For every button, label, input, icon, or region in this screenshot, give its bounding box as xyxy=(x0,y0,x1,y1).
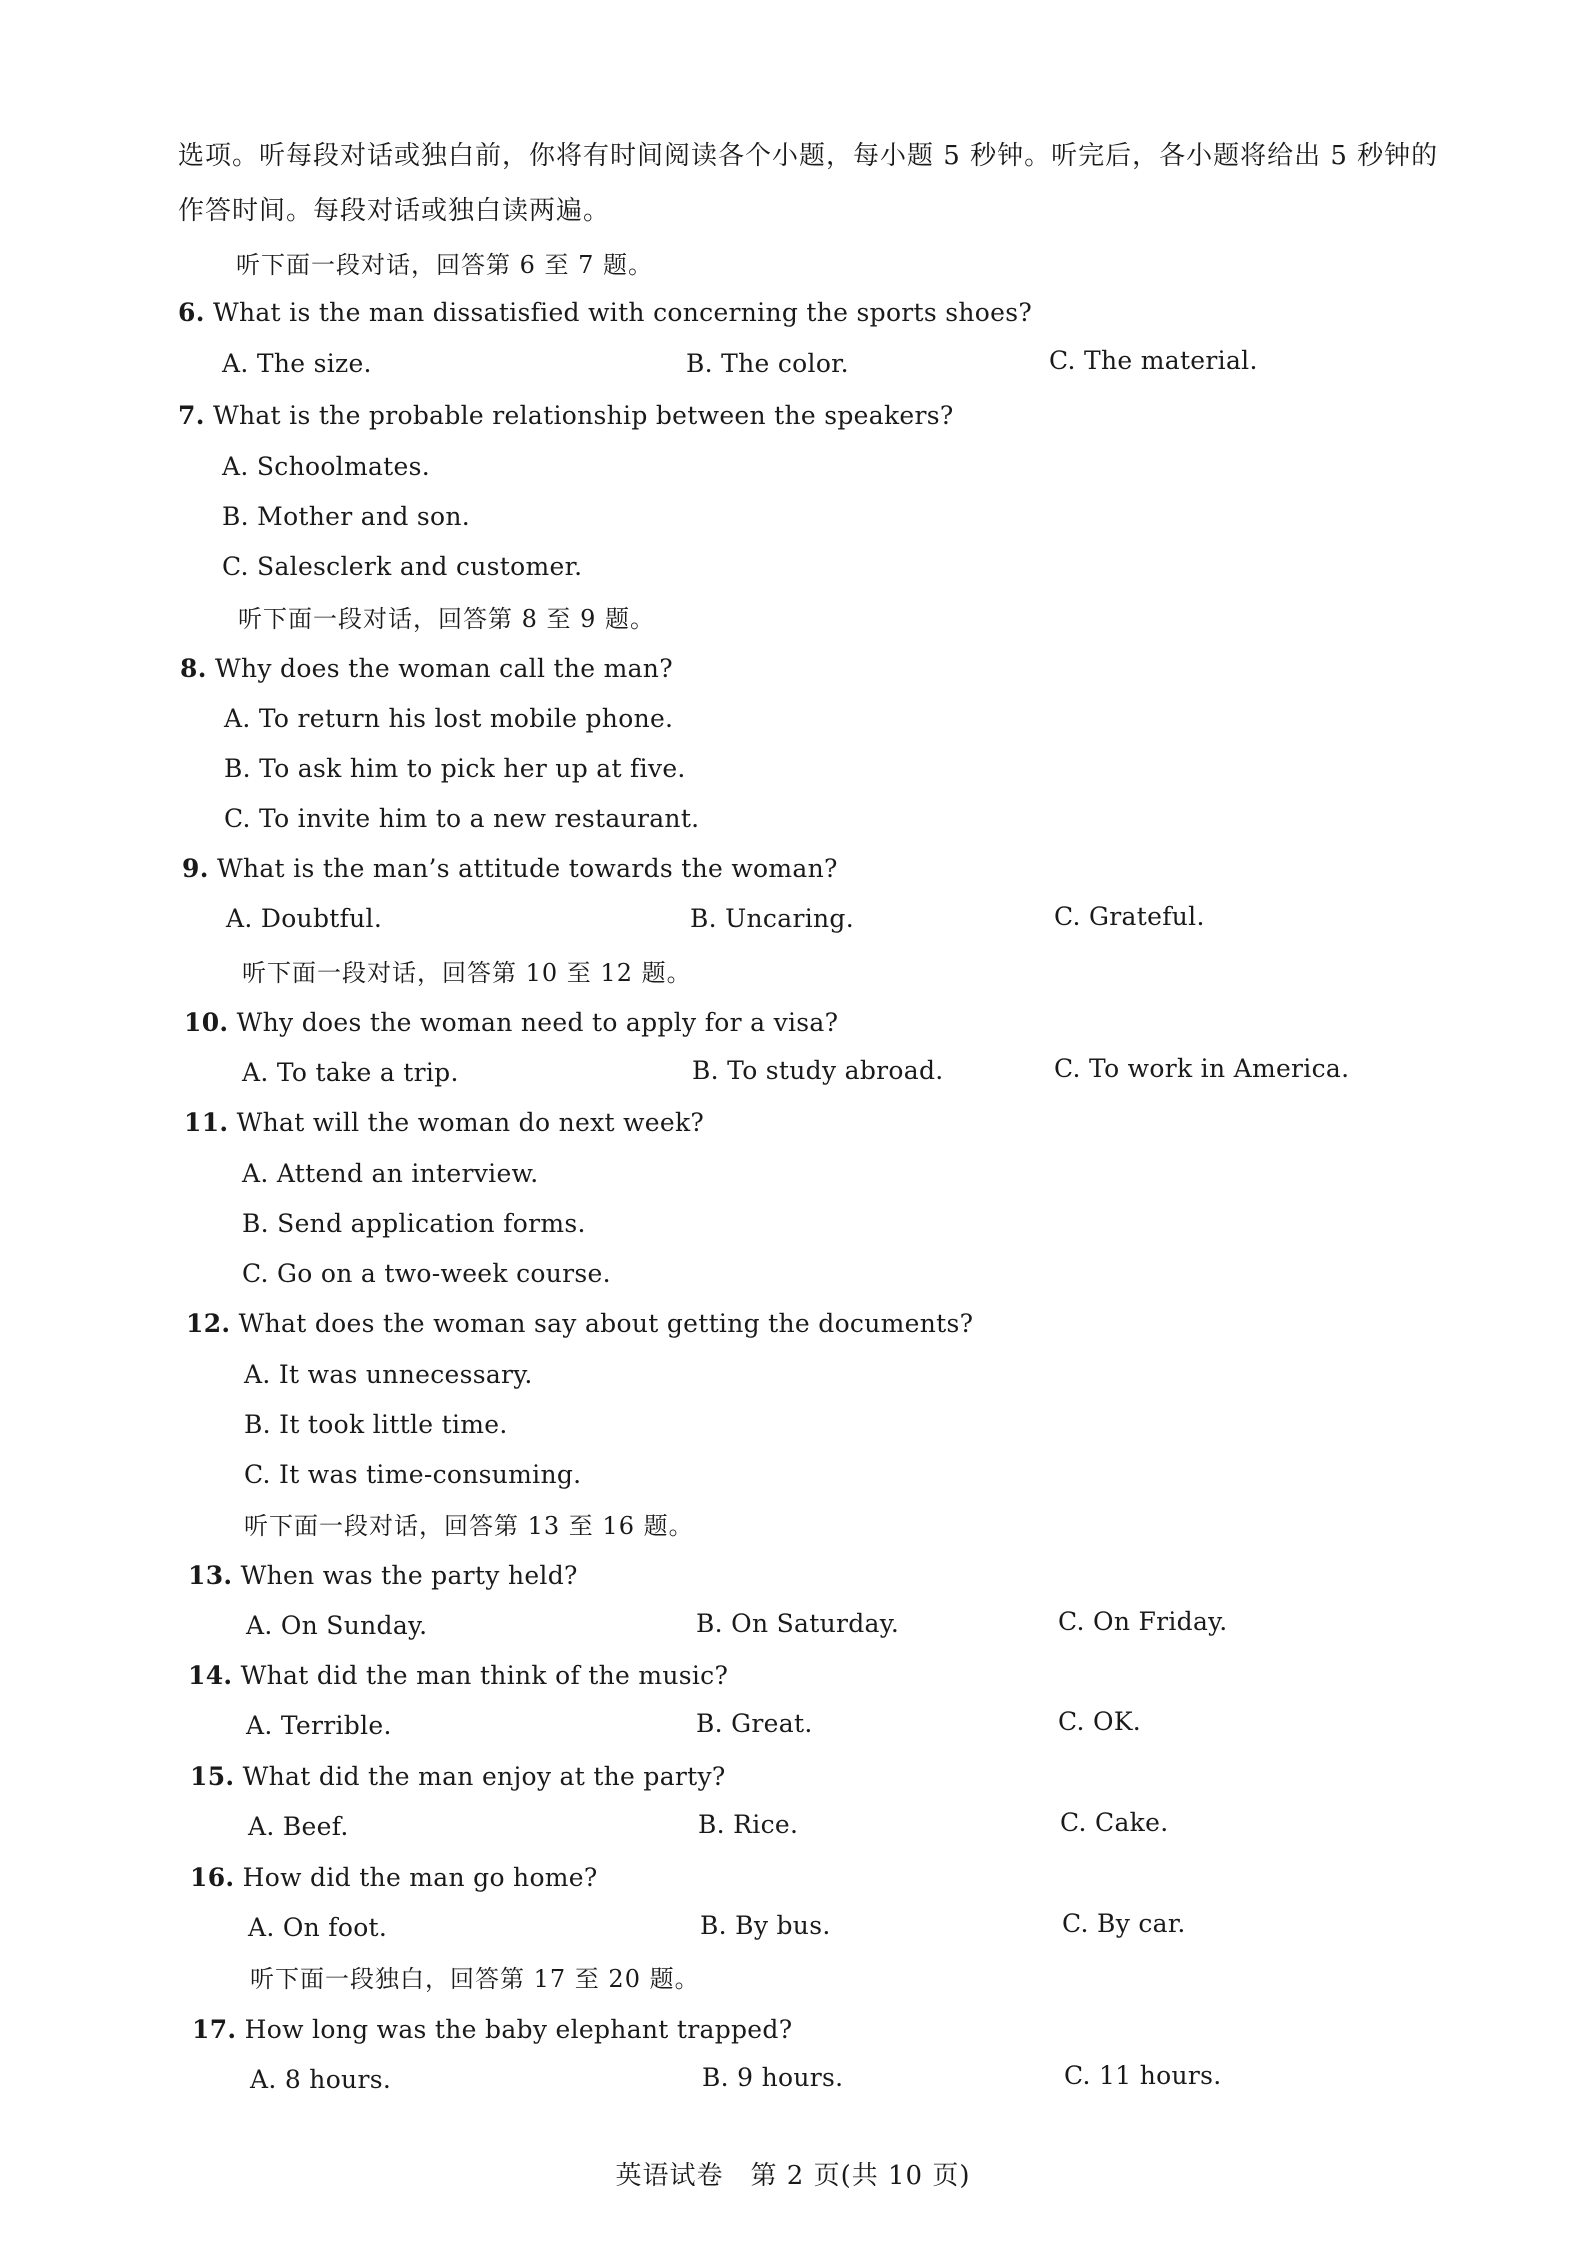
question-10 xyxy=(184,1007,838,1039)
option-a: A. Terrible. xyxy=(246,1711,392,1740)
section-instruction: 听下面一段对话，回答第 10 至 12 题。 xyxy=(242,959,692,987)
option-b: B. Rice. xyxy=(698,1810,799,1839)
question-number: 17. xyxy=(192,2015,237,2044)
option-c: C. To work in America. xyxy=(1054,1054,1350,1083)
option-c: C. Go on a two-week course. xyxy=(242,1259,611,1288)
intro-line-1: 选项。听每段对话或独白前，你将有时间阅读各个小题，每小题 5 秒钟。听完后，各小题将给出 5 秒钟的 xyxy=(178,141,1439,171)
question-number: 13. xyxy=(188,1561,233,1590)
option-c: C. Grateful. xyxy=(1054,902,1205,931)
question-number: 10. xyxy=(184,1008,229,1037)
question-number: 8. xyxy=(180,654,207,683)
question-text: What is the man dissatisfied with concerning the sports shoes? xyxy=(212,298,1033,327)
option-c: C. On Friday. xyxy=(1058,1607,1228,1636)
question-number: 12. xyxy=(186,1309,231,1338)
question-8 xyxy=(180,653,673,685)
option-c: C. The material. xyxy=(1049,346,1258,375)
option-c: C. To invite him to a new restaurant. xyxy=(224,804,700,833)
option-a: A. 8 hours. xyxy=(250,2065,392,2094)
question-text: What will the woman do next week? xyxy=(236,1108,705,1137)
option-a: A. The size. xyxy=(222,349,372,378)
section-instruction: 听下面一段对话，回答第 6 至 7 题。 xyxy=(236,251,654,279)
question-text: What did the man think of the music? xyxy=(240,1661,729,1690)
question-17 xyxy=(192,2014,792,2046)
question-16 xyxy=(190,1862,598,1894)
option-b: B. Send application forms. xyxy=(242,1209,586,1238)
option-a: A. Attend an interview. xyxy=(242,1159,539,1188)
section-instruction: 听下面一段对话，回答第 13 至 16 题。 xyxy=(244,1512,694,1540)
question-11 xyxy=(184,1107,704,1139)
option-b: B. To ask him to pick her up at five. xyxy=(224,754,686,783)
question-number: 16. xyxy=(190,1863,235,1892)
question-text: How long was the baby elephant trapped? xyxy=(244,2015,793,2044)
intro-line-2: 作答时间。每段对话或独白读两遍。 xyxy=(178,196,611,226)
section-instruction: 听下面一段对话，回答第 8 至 9 题。 xyxy=(238,605,656,633)
question-14 xyxy=(188,1660,728,1692)
question-text: What did the man enjoy at the party? xyxy=(242,1762,726,1791)
question-number: 11. xyxy=(184,1108,229,1137)
question-7 xyxy=(178,400,954,432)
option-a: A. To take a trip. xyxy=(242,1058,459,1087)
question-text: Why does the woman call the man? xyxy=(214,654,673,683)
question-text: What is the man’s attitude towards the woman? xyxy=(216,854,838,883)
option-a: A. Beef. xyxy=(248,1812,349,1841)
option-a: A. Doubtful. xyxy=(226,904,383,933)
option-a: A. It was unnecessary. xyxy=(244,1360,533,1389)
question-12 xyxy=(186,1308,973,1340)
question-number: 7. xyxy=(178,401,205,430)
question-text: What is the probable relationship between the speakers? xyxy=(212,401,954,430)
option-c: C. By car. xyxy=(1062,1909,1186,1938)
page-footer: 英语试卷 第 2 页(共 10 页) xyxy=(615,2161,971,2191)
option-b: B. By bus. xyxy=(700,1911,831,1940)
question-text: Why does the woman need to apply for a visa? xyxy=(236,1008,839,1037)
question-text: How did the man go home? xyxy=(242,1863,598,1892)
option-b: B. It took little time. xyxy=(244,1410,508,1439)
question-6 xyxy=(178,297,1032,329)
option-a: A. To return his lost mobile phone. xyxy=(224,704,674,733)
option-b: B. To study abroad. xyxy=(692,1056,944,1085)
option-c: C. Salesclerk and customer. xyxy=(222,552,583,581)
question-number: 9. xyxy=(182,854,209,883)
option-c: C. It was time-consuming. xyxy=(244,1460,582,1489)
question-text: What does the woman say about getting the documents? xyxy=(238,1309,974,1338)
option-b: B. On Saturday. xyxy=(696,1609,900,1638)
option-b: B. 9 hours. xyxy=(702,2063,844,2092)
option-a: A. Schoolmates. xyxy=(222,452,431,481)
question-text: When was the party held? xyxy=(240,1561,578,1590)
question-9 xyxy=(182,853,838,885)
question-13 xyxy=(188,1560,578,1592)
question-number: 6. xyxy=(178,298,205,327)
option-c: C. 11 hours. xyxy=(1064,2061,1222,2090)
option-b: B. Uncaring. xyxy=(690,904,854,933)
option-a: A. On foot. xyxy=(248,1913,388,1942)
section-instruction: 听下面一段独白，回答第 17 至 20 题。 xyxy=(250,1965,700,1993)
option-b: B. The color. xyxy=(686,349,849,378)
option-b: B. Mother and son. xyxy=(222,502,471,531)
option-c: C. Cake. xyxy=(1060,1808,1169,1837)
option-c: C. OK. xyxy=(1058,1707,1142,1736)
question-number: 14. xyxy=(188,1661,233,1690)
question-number: 15. xyxy=(190,1762,235,1791)
question-15 xyxy=(190,1761,726,1793)
option-a: A. On Sunday. xyxy=(246,1611,428,1640)
option-b: B. Great. xyxy=(696,1709,813,1738)
